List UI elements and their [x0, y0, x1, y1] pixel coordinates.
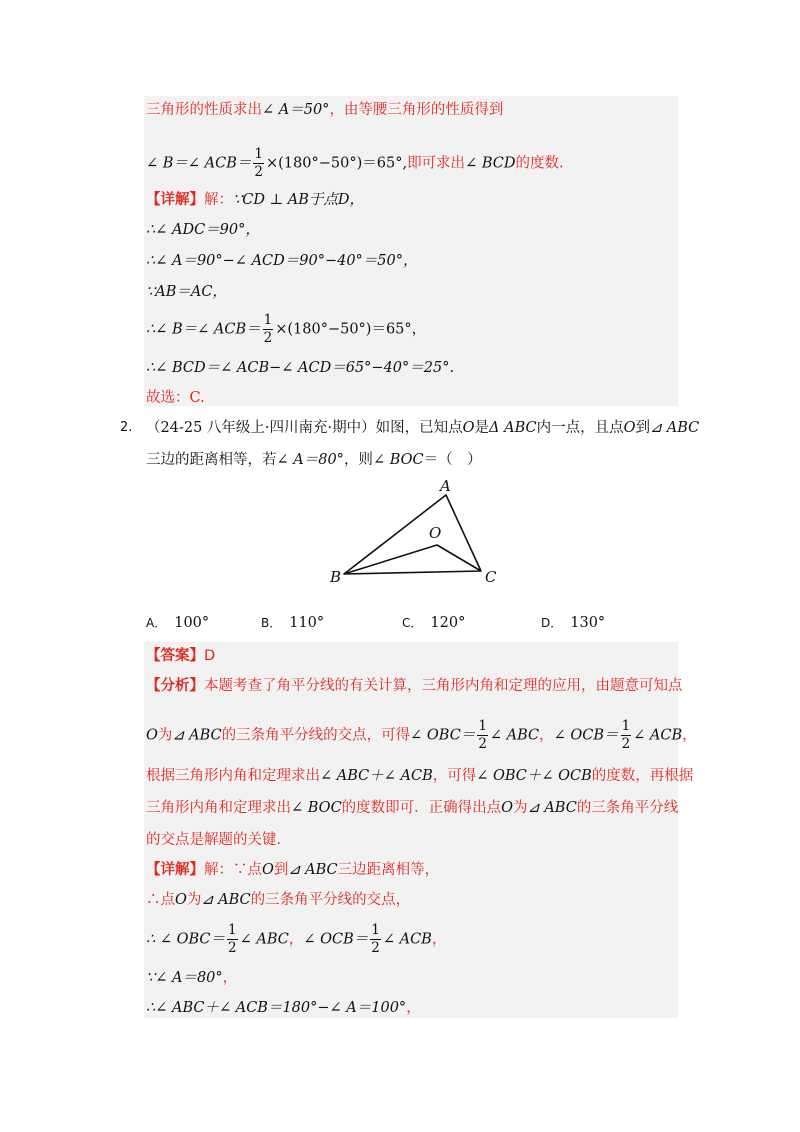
text: 的度数即可．正确得出点 [341, 800, 502, 816]
option-label: B． [261, 616, 282, 630]
detail2-line-2 [146, 924, 446, 955]
math: ∠ A＝50° [262, 102, 330, 118]
math: ∠ OBC＋∠ OCB [476, 768, 592, 784]
text: 的三条角平分线的交点， [250, 892, 411, 908]
text: ， [539, 727, 554, 744]
text: 三角形内角和定理求出 [146, 800, 291, 816]
text: ， [222, 970, 238, 986]
math: ∠ BCD [465, 155, 516, 172]
step-5: ∴∠ BCD＝∠ ACB−∠ ACD＝65°−40°＝25°. [146, 360, 455, 376]
text: 本题考查了角平分线的有关计算，三角形内角和定理的应用，由题意可知点 [204, 678, 683, 694]
text: ， [406, 1000, 421, 1016]
fraction [477, 720, 488, 751]
text: ∵点 [233, 862, 262, 878]
text: ∴点 [146, 892, 175, 908]
step-4 [146, 314, 426, 345]
solution-line-1 [146, 100, 503, 120]
math: ⊿ ABC [172, 727, 222, 744]
denominator: 2 [263, 329, 273, 346]
math: ⊿ ABC [650, 420, 700, 436]
label-o: O [429, 524, 442, 542]
math: ⊿ ABC [288, 862, 338, 878]
math: O [262, 862, 274, 878]
label-c: C [485, 568, 497, 586]
detail-tag: 【详解】 [146, 192, 204, 208]
text: ， [682, 727, 697, 744]
math: O [623, 420, 636, 436]
analysis-tag: 【分析】 [146, 678, 204, 694]
text: ，可得 [432, 768, 477, 784]
option-c[interactable] [402, 614, 465, 631]
text: 为 [513, 800, 528, 816]
analysis-line-1 [146, 676, 683, 696]
text: 三边距离相等， [337, 862, 440, 878]
numerator: 1 [228, 922, 237, 938]
math: ∴ ∠ OBC＝ [146, 931, 225, 948]
denominator: 2 [371, 939, 380, 956]
option-value: 100° [174, 615, 210, 631]
fraction [227, 924, 238, 955]
math: O [146, 727, 158, 744]
denominator: 2 [621, 735, 631, 752]
step-3: ∵AB＝AC， [146, 284, 227, 300]
text: 根据三角形内角和定理求出 [146, 768, 320, 784]
text: 三边的距离相等，若 [146, 452, 277, 468]
text: 到 [273, 862, 289, 878]
text: ， [431, 931, 447, 948]
angle-bisector-segments [344, 545, 481, 574]
label-b: B [330, 568, 342, 586]
text: ＝（ ） [423, 452, 482, 468]
question-line-2 [146, 450, 482, 470]
math: Δ ABC [489, 420, 537, 436]
fraction [253, 148, 264, 179]
detail-line [146, 190, 364, 210]
option-value: 130° [570, 615, 606, 631]
text: 内一点，且点 [536, 420, 624, 436]
fraction [263, 314, 274, 345]
question-line-1 [146, 418, 699, 438]
math: ∠ A＝80° [276, 452, 344, 468]
math: ×(180°−50°)＝65°, [266, 155, 408, 172]
option-a[interactable] [146, 614, 209, 631]
option-label: D． [541, 616, 563, 630]
option-label: C． [402, 616, 423, 630]
math: ∠ ABC＋∠ ACB [320, 768, 433, 784]
math: ∴∠ B＝∠ ACB＝ [146, 321, 261, 338]
math: O [501, 800, 514, 816]
detail-tag: 【详解】 [146, 862, 204, 878]
option-value: 120° [430, 615, 466, 631]
math: ∵∠ A＝80° [146, 970, 223, 986]
fraction [621, 720, 632, 751]
numerator: 1 [478, 718, 487, 734]
text: 到 [635, 420, 650, 436]
text: 解： [204, 192, 233, 208]
denominator: 2 [228, 939, 237, 956]
detail2-line-0 [146, 860, 439, 880]
detail2-line-4 [146, 998, 421, 1018]
step-2: ∴∠ A＝90°−∠ ACD＝90°−40°＝50°， [146, 253, 418, 269]
math: ∠ ABC [489, 727, 540, 744]
text: 是 [474, 420, 490, 436]
math: ∠ ACB [382, 931, 432, 948]
question-number: 2. [120, 420, 133, 435]
text: 即可求出 [407, 155, 466, 172]
detail2-line-1 [146, 890, 410, 910]
numerator: 1 [621, 718, 631, 734]
math: ∴∠ ABC＋∠ ACB＝180°−∠ A＝100° [146, 1000, 407, 1016]
math: ⊿ ABC [201, 892, 251, 908]
answer-line [146, 646, 215, 666]
text: 三角形的性质求出 [146, 102, 262, 118]
option-b[interactable] [261, 614, 324, 631]
math: O [462, 420, 475, 436]
numerator: 1 [254, 146, 263, 162]
math: ∵CD ⊥ AB于点D， [233, 192, 365, 208]
denominator: 2 [254, 163, 263, 180]
text: （24-25 八年级上·四川南充·期中）如图，已知点 [146, 420, 463, 436]
text: 解： [204, 862, 233, 878]
math: ∠ ABC [239, 931, 289, 948]
analysis-line-2 [146, 720, 697, 751]
math: O [175, 892, 187, 908]
math: ∠ B＝∠ ACB＝ [146, 155, 252, 172]
math: ×(180°−50°)＝65°， [275, 321, 427, 338]
numerator: 1 [263, 312, 273, 328]
solution-line-2 [146, 148, 564, 179]
label-a: A [440, 477, 451, 495]
text: 为 [186, 892, 202, 908]
text: ， [288, 931, 304, 948]
step-1: ∴∠ ADC＝90°， [146, 222, 260, 238]
option-value: 110° [289, 615, 325, 631]
text: 为 [157, 727, 173, 744]
answer-value: D [204, 648, 216, 664]
math: ∠ OBC＝ [410, 727, 476, 744]
math: ∠ OCB＝ [553, 727, 619, 744]
triangle-abc [344, 495, 481, 574]
answer-tag: 【答案】 [146, 648, 204, 664]
math: ⊿ ABC [527, 800, 577, 816]
text: 的三条角平分线的交点，可得 [221, 727, 411, 744]
option-label: A． [146, 616, 167, 630]
numerator: 1 [371, 922, 380, 938]
detail2-line-3 [146, 968, 237, 988]
analysis-line-3 [146, 766, 693, 786]
text: 的三条角平分线 [576, 800, 679, 816]
analysis-line-5: 的交点是解题的关键． [146, 832, 291, 848]
option-d[interactable] [541, 614, 605, 631]
math: ∠ ACB [633, 727, 683, 744]
text: ，则 [343, 452, 373, 468]
denominator: 2 [478, 735, 487, 752]
text: 的度数. [515, 155, 564, 172]
math: ∠ OCB＝ [303, 931, 369, 948]
text: 的度数，再根据 [591, 768, 694, 784]
analysis-line-4 [146, 798, 678, 818]
math: ∠ BOC [372, 452, 424, 468]
fraction [370, 924, 381, 955]
math: ∠ BOC [291, 800, 342, 816]
text: ，由等腰三角形的性质得到 [329, 102, 504, 118]
choice-line: 故选：C. [146, 390, 205, 406]
